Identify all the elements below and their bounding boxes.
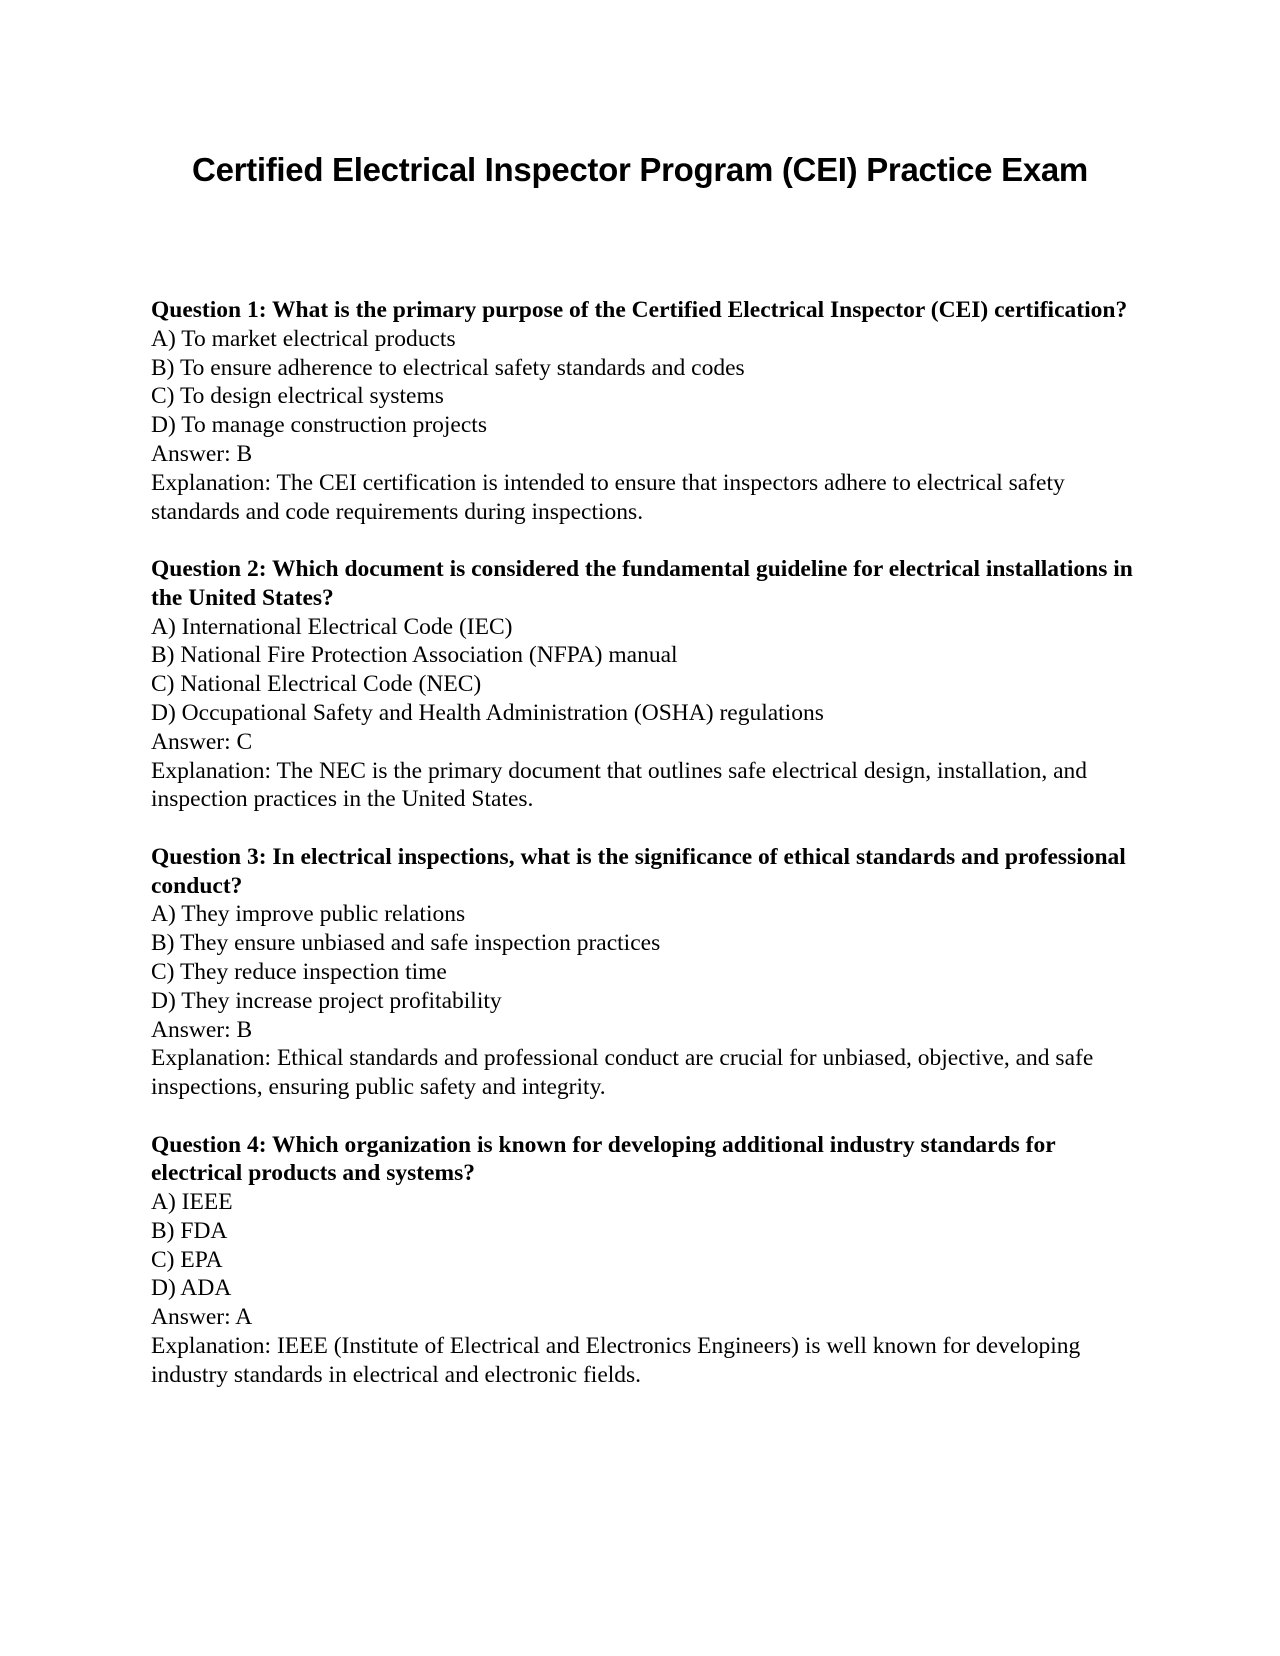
explanation-text: Explanation: Ethical standards and professional conduct are crucial for unbiased, objective, and safe inspections, ensuring public safety and integrity. bbox=[151, 1045, 1094, 1101]
explanation-text: Explanation: The CEI certification is intended to ensure that inspectors adhere to electrical safety standards and code requirements during inspections. bbox=[151, 469, 1065, 525]
option-c: C) To design electrical systems bbox=[151, 383, 444, 410]
option-b: B) They ensure unbiased and safe inspection practices bbox=[151, 930, 661, 957]
option-d: D) They increase project profitability bbox=[151, 987, 502, 1014]
option-d: D) To manage construction projects bbox=[151, 412, 487, 439]
answer-text: Answer: B bbox=[151, 1016, 253, 1043]
option-b: B) To ensure adherence to electrical safety standards and codes bbox=[151, 354, 745, 381]
explanation-text: Explanation: IEEE (Institute of Electrical and Electronics Engineers) is well known for developing industry standards in electrical and electronic fields. bbox=[151, 1333, 1081, 1388]
question-text: Question 2: Which document is considered the fundamental guideline for electrical installations in the United States? bbox=[151, 555, 1133, 611]
question-block-3 bbox=[151, 843, 1151, 1102]
option-a: A) To market electrical products bbox=[151, 325, 456, 352]
question-block-2 bbox=[151, 555, 1151, 814]
question-text: Question 3: In electrical inspections, what is the significance of ethical standards and professional conduct? bbox=[151, 843, 1126, 899]
option-b: B) National Fire Protection Association (NFPA) manual bbox=[151, 642, 678, 669]
answer-text: Answer: B bbox=[151, 440, 253, 467]
option-a: A) They improve public relations bbox=[151, 901, 466, 928]
question-text: Question 4: Which organization is known for developing additional industry standards for electrical products and systems? bbox=[151, 1131, 1056, 1187]
question-block-4 bbox=[151, 1131, 1151, 1390]
explanation-text: Explanation: The NEC is the primary document that outlines safe electrical design, installation, and inspection practices in the United States. bbox=[151, 757, 1088, 813]
option-d: D) Occupational Safety and Health Administration (OSHA) regulations bbox=[151, 699, 824, 726]
document-title: Certified Electrical Inspector Program (CEI) Practice Exam bbox=[192, 151, 1088, 188]
option-d: D) ADA bbox=[151, 1275, 232, 1302]
option-c: C) EPA bbox=[151, 1246, 223, 1273]
answer-text: Answer: A bbox=[151, 1304, 253, 1331]
answer-text: Answer: C bbox=[151, 728, 253, 755]
option-c: C) They reduce inspection time bbox=[151, 958, 447, 985]
option-c: C) National Electrical Code (NEC) bbox=[151, 671, 482, 698]
option-b: B) FDA bbox=[151, 1217, 228, 1244]
question-list bbox=[151, 296, 1151, 1418]
question-text: Question 1: What is the primary purpose of the Certified Electrical Inspector (CEI) certification? bbox=[151, 297, 1128, 323]
question-block-1 bbox=[151, 296, 1151, 526]
option-a: A) IEEE bbox=[151, 1189, 233, 1216]
option-a: A) International Electrical Code (IEC) bbox=[151, 613, 513, 640]
